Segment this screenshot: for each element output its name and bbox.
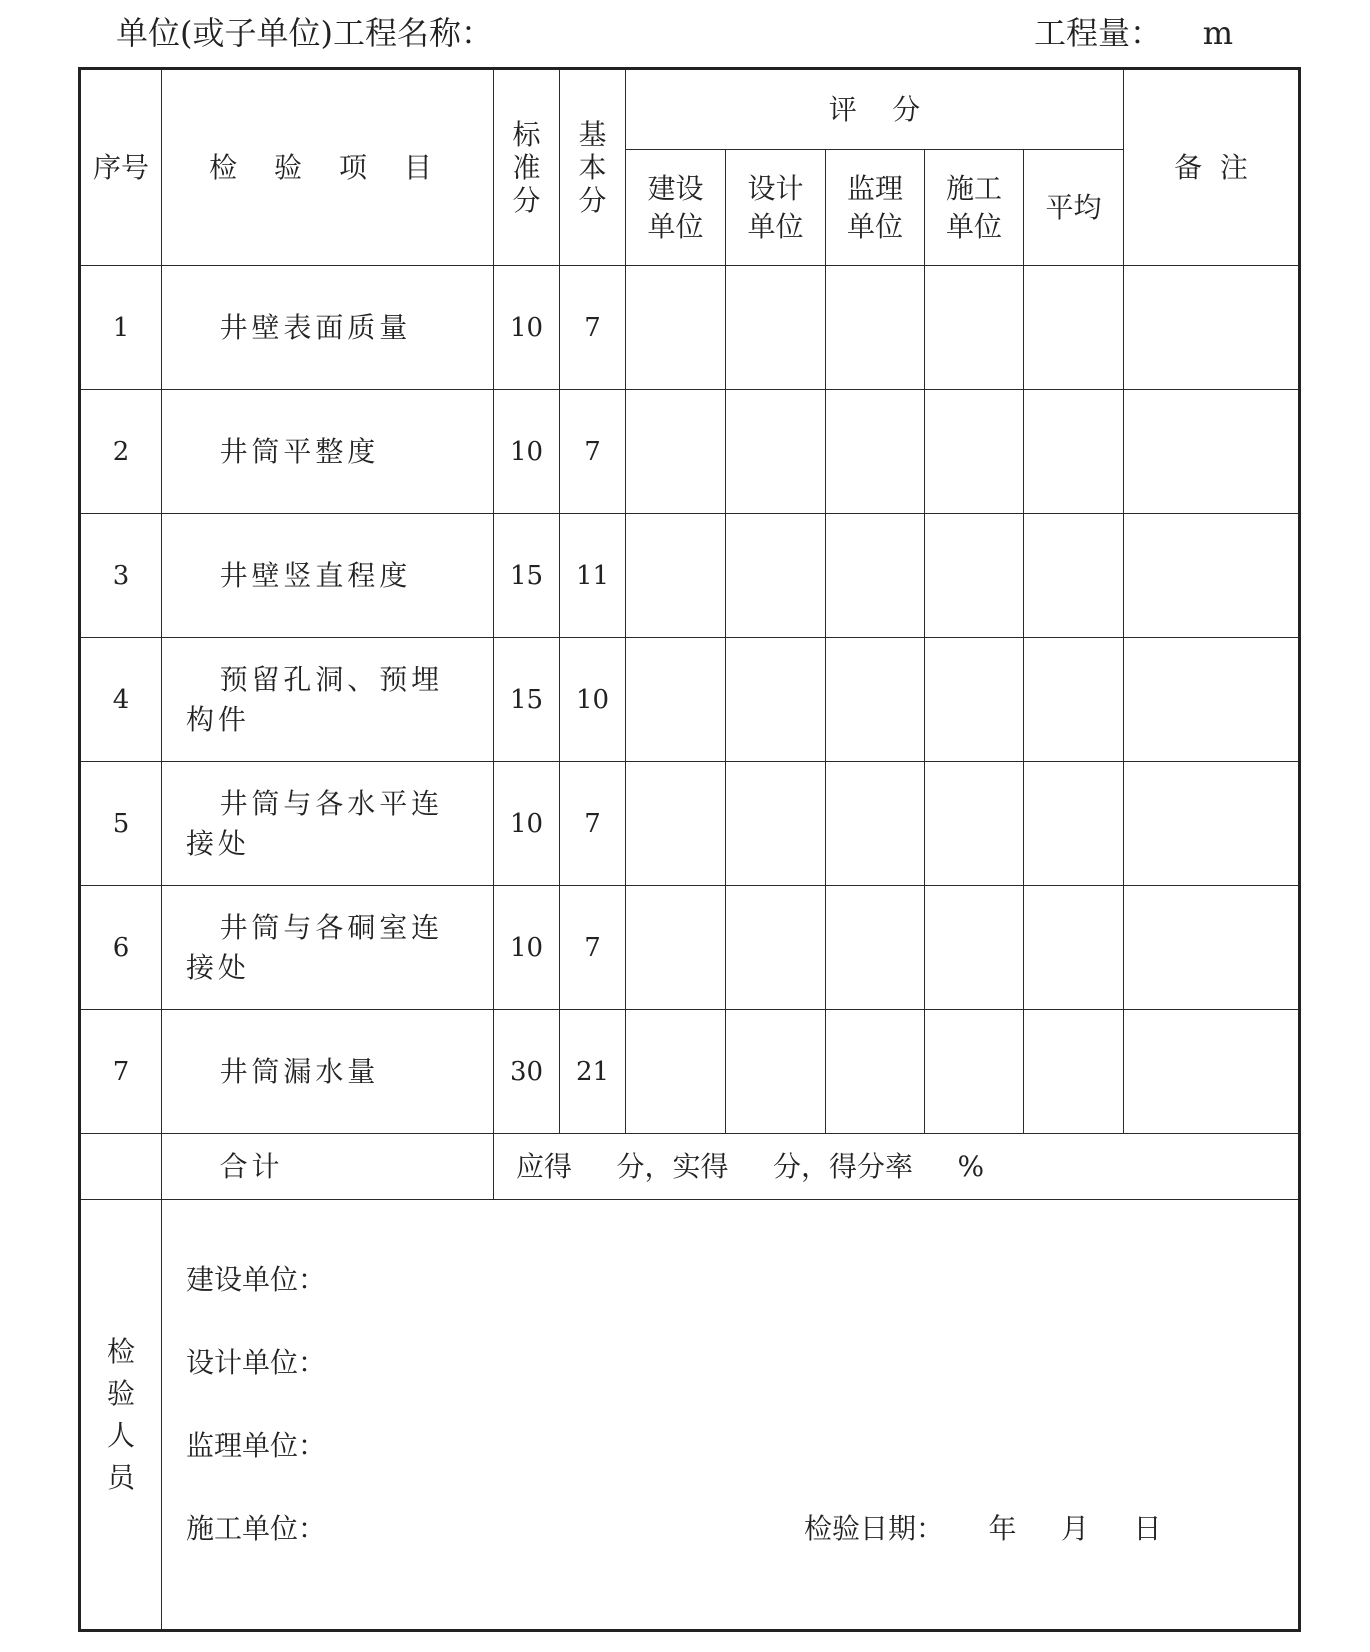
row-seq: 4 xyxy=(80,638,162,762)
score-cell[interactable] xyxy=(726,886,826,1010)
inspection-table xyxy=(78,67,1301,1632)
row-basic-score: 7 xyxy=(560,266,626,390)
score-cell[interactable] xyxy=(1024,762,1124,886)
row-standard-score: 10 xyxy=(494,390,560,514)
row-standard-score: 10 xyxy=(494,266,560,390)
table-row xyxy=(80,390,1300,514)
total-seq-cell xyxy=(80,1134,162,1200)
header-seq: 序号 xyxy=(80,69,162,266)
score-cell[interactable] xyxy=(626,514,726,638)
score-cell[interactable] xyxy=(626,1010,726,1134)
score-cell[interactable] xyxy=(826,266,925,390)
header-supervision-unit: 监理 单位 xyxy=(826,150,925,266)
row-standard-score: 30 xyxy=(494,1010,560,1134)
score-cell[interactable] xyxy=(826,886,925,1010)
row-seq: 5 xyxy=(80,762,162,886)
row-item: 井壁竖直程度 xyxy=(162,514,494,638)
row-seq: 6 xyxy=(80,886,162,1010)
row-seq: 7 xyxy=(80,1010,162,1134)
header-basic: 基本分 xyxy=(560,69,626,266)
score-cell[interactable] xyxy=(1024,886,1124,1010)
score-cell[interactable] xyxy=(826,638,925,762)
row-item: 井筒平整度 xyxy=(162,390,494,514)
inspectors-signatures xyxy=(162,1200,1300,1631)
table-row xyxy=(80,638,1300,762)
inspectors-label: 检验人员 xyxy=(80,1200,162,1631)
score-cell[interactable] xyxy=(626,638,726,762)
score-cell[interactable] xyxy=(826,762,925,886)
total-formula[interactable]: 应得 分，实得 分，得分率 % xyxy=(494,1134,1300,1200)
score-cell[interactable] xyxy=(1024,638,1124,762)
row-seq: 2 xyxy=(80,390,162,514)
remark-cell[interactable] xyxy=(1124,762,1300,886)
table-row xyxy=(80,514,1300,638)
header-remark: 备 注 xyxy=(1124,69,1300,266)
row-standard-score: 10 xyxy=(494,762,560,886)
score-cell[interactable] xyxy=(925,762,1024,886)
table-row xyxy=(80,762,1300,886)
header-score-group: 评 分 xyxy=(626,69,1124,150)
score-cell[interactable] xyxy=(1024,1010,1124,1134)
score-cell[interactable] xyxy=(925,638,1024,762)
inspectors-row xyxy=(80,1200,1300,1631)
score-cell[interactable] xyxy=(925,886,1024,1010)
row-item: 井壁表面质量 xyxy=(162,266,494,390)
row-item: 井筒与各水平连 接处 xyxy=(162,762,494,886)
row-standard-score: 10 xyxy=(494,886,560,1010)
score-cell[interactable] xyxy=(726,638,826,762)
row-seq: 3 xyxy=(80,514,162,638)
remark-cell[interactable] xyxy=(1124,886,1300,1010)
supervision-unit-signature[interactable]: 监理单位： xyxy=(186,1429,327,1462)
row-basic-score: 21 xyxy=(560,1010,626,1134)
construction-unit-signature[interactable]: 建设单位： xyxy=(186,1263,327,1296)
row-basic-score: 11 xyxy=(560,514,626,638)
score-cell[interactable] xyxy=(626,886,726,1010)
remark-cell[interactable] xyxy=(1124,638,1300,762)
score-cell[interactable] xyxy=(626,390,726,514)
score-cell[interactable] xyxy=(925,514,1024,638)
remark-cell[interactable] xyxy=(1124,1010,1300,1134)
quantity-label: 工程量： m xyxy=(1034,14,1234,52)
row-standard-score: 15 xyxy=(494,638,560,762)
header-average: 平均 xyxy=(1024,150,1124,266)
score-cell[interactable] xyxy=(626,266,726,390)
remark-cell[interactable] xyxy=(1124,514,1300,638)
score-cell[interactable] xyxy=(925,266,1024,390)
contractor-unit-signature[interactable]: 施工单位： 检验日期： 年 月 日 xyxy=(186,1509,1298,1592)
score-cell[interactable] xyxy=(726,390,826,514)
score-cell[interactable] xyxy=(1024,266,1124,390)
remark-cell[interactable] xyxy=(1124,266,1300,390)
row-item: 井筒漏水量 xyxy=(162,1010,494,1134)
row-item: 井筒与各硐室连 接处 xyxy=(162,886,494,1010)
table-row xyxy=(80,1010,1300,1134)
score-cell[interactable] xyxy=(726,514,826,638)
header-construction-unit: 建设 单位 xyxy=(626,150,726,266)
table-row xyxy=(80,266,1300,390)
table-row xyxy=(80,886,1300,1010)
row-basic-score: 7 xyxy=(560,886,626,1010)
score-cell[interactable] xyxy=(826,514,925,638)
score-cell[interactable] xyxy=(726,762,826,886)
total-label: 合计 xyxy=(162,1134,494,1200)
score-cell[interactable] xyxy=(726,1010,826,1134)
header-design-unit: 设计 单位 xyxy=(726,150,826,266)
remark-cell[interactable] xyxy=(1124,390,1300,514)
row-seq: 1 xyxy=(80,266,162,390)
row-standard-score: 15 xyxy=(494,514,560,638)
row-basic-score: 7 xyxy=(560,762,626,886)
score-cell[interactable] xyxy=(925,1010,1024,1134)
score-cell[interactable] xyxy=(925,390,1024,514)
score-cell[interactable] xyxy=(1024,514,1124,638)
score-cell[interactable] xyxy=(726,266,826,390)
header-standard: 标准分 xyxy=(494,69,560,266)
row-basic-score: 10 xyxy=(560,638,626,762)
score-cell[interactable] xyxy=(1024,390,1124,514)
header-contractor-unit: 施工 单位 xyxy=(925,150,1024,266)
row-item: 预留孔洞、预埋 构件 xyxy=(162,638,494,762)
design-unit-signature[interactable]: 设计单位： xyxy=(186,1346,327,1379)
project-name-label: 单位(或子单位)工程名称： xyxy=(116,14,493,52)
score-cell[interactable] xyxy=(826,390,925,514)
inspection-date[interactable]: 检验日期： 年 月 日 xyxy=(804,1512,1162,1545)
header-item: 检 验 项 目 xyxy=(162,69,494,266)
row-basic-score: 7 xyxy=(560,390,626,514)
score-cell[interactable] xyxy=(826,1010,925,1134)
score-cell[interactable] xyxy=(626,762,726,886)
total-row xyxy=(80,1134,1300,1200)
